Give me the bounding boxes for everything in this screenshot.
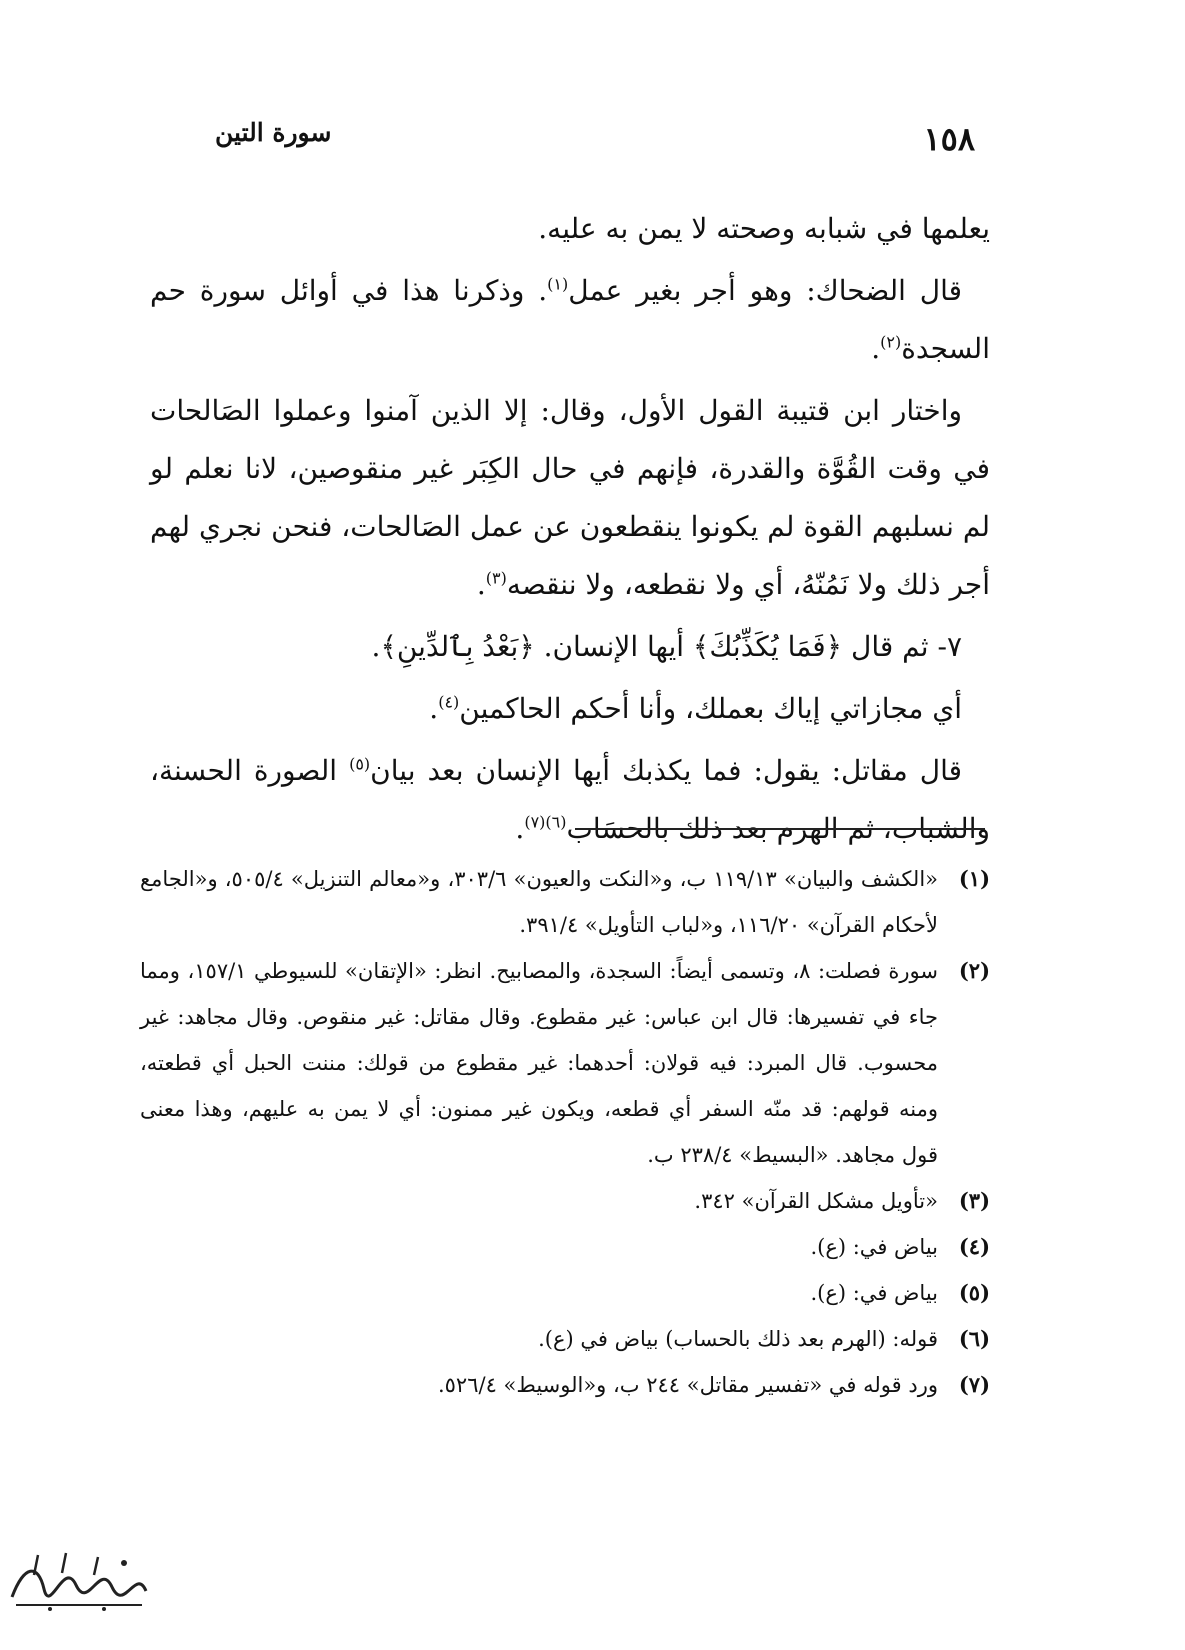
text-run: . [515,812,525,845]
quran-quote: ﴿بَعْدُ بِٱلدِّينِ﴾ [380,630,535,663]
page-number: ١٥٨ [923,120,975,158]
footnote-number: (٥) [958,1280,990,1305]
footnote-divider [575,828,985,830]
footnote-text: «تأويل مشكل القرآن» ٣٤٢. [694,1189,938,1213]
text-run: أيها الإنسان. [534,630,693,663]
footnote-number: (٦) [958,1326,990,1351]
text-run: . [476,568,486,601]
footnote-text: ورد قوله في «تفسير مقاتل» ٢٤٤ ب، و«الوسيط» ٥٢٦/٤. [437,1373,938,1397]
footnote-number: (٢) [958,958,990,983]
text-run: قال الضحاك: وهو أجر بغير عمل [568,274,963,307]
footnote-ref[interactable]: (١) [547,274,569,294]
footnote-ref[interactable]: (٢) [880,332,902,352]
footnote-ref[interactable]: (٤) [438,692,460,712]
footnotes [140,856,990,1408]
paragraph [150,382,990,614]
library-seal-icon [4,1545,154,1615]
footnote-ref[interactable]: (٦)(٧) [524,812,567,832]
text-run: . [429,692,439,725]
quran-quote: ﴿فَمَا يُكَذِّبُكَ﴾ [692,630,843,663]
footnote-ref[interactable]: (٥) [349,754,371,774]
text-run: واختار ابن قتيبة القول الأول، وقال: إلا الذين آمنوا وعملوا الصَالحات في وقت القُوَّة والقدرة، فإنهم في حال الكِبَر غير منقوصين، لانا نعلم لو لم نسلبهم القوة لم يكونوا ينقطعون عن عمل الصَالحات، فنحن نجري لهم أجر ذلك ولا نَمُنّهُ، أي ولا نقطعه، ولا ننقصه [150,394,990,601]
footnote-text: بياض في: (ع). [810,1235,938,1259]
footnote [140,1316,990,1362]
text-run: قال مقاتل: يقول: فما يكذبك أيها الإنسان بعد بيان [370,754,962,787]
paragraph [150,680,990,738]
footnote-ref[interactable]: (٣) [485,568,507,588]
main-text [150,200,990,862]
footnote-text: سورة فصلت: ٨، وتسمى أيضاً: السجدة، والمصابيح. انظر: «الإتقان» للسيوطي ١٥٧/١، ومما جاء في تفسيرها: قال ابن عباس: غير مقطوع. وقال مقاتل: غير منقوص. وقال مجاهد: غير محسوب. قال المبرد: فيه قولان: أحدهما: غير مقطوع من قولك: مننت الحبل أي قطعته، ومنه قولهم: قد منّه السفر أي قطعه، ويكون غير ممنون: أي لا يمن به عليهم، وهذا معنى قول مجاهد. «البسيط» ٢٣٨/٤ ب. [140,959,938,1167]
footnote [140,948,990,1178]
text-run: أي مجازاتي إياك بعملك، وأنا أحكم الحاكمين [459,692,962,725]
paragraph [150,262,990,378]
footnote-text: قوله: (الهرم بعد ذلك بالحساب) بياض في (ع). [538,1327,938,1351]
footnote-number: (١) [958,866,990,891]
page-header [215,118,975,168]
footnote [140,1362,990,1408]
text-run: . [371,630,381,663]
footnote-text: بياض في: (ع). [810,1281,938,1305]
running-title: سورة التين [215,118,332,147]
paragraph [150,618,990,676]
footnote [140,1224,990,1270]
footnote-number: (٣) [958,1188,990,1213]
footnote [140,856,990,948]
paragraph [150,200,990,258]
text-run: ٧- ثم قال [842,630,962,663]
text-run: . [871,332,881,365]
footnote-number: (٧) [958,1372,990,1397]
footnote [140,1270,990,1316]
paragraph [150,742,990,858]
text-run: . وذكرنا هذا في أوائل سورة حم السجدة [150,274,990,365]
text-run: الصورة الحسنة، والشباب، ثم الهرم بعد ذلك بالحسَاب [150,754,990,845]
footnote-text: «الكشف والبيان» ١١٩/١٣ ب، و«النكت والعيون» ٣٠٣/٦، و«معالم التنزيل» ٥٠٥/٤، و«الجامع لأحكام القرآن» ١١٦/٢٠، و«لباب التأويل» ٣٩١/٤. [140,867,939,937]
footnote-number: (٤) [958,1234,990,1259]
footnote [140,1178,990,1224]
text-run: يعلمها في شبابه وصحته لا يمن به عليه. [538,212,990,245]
